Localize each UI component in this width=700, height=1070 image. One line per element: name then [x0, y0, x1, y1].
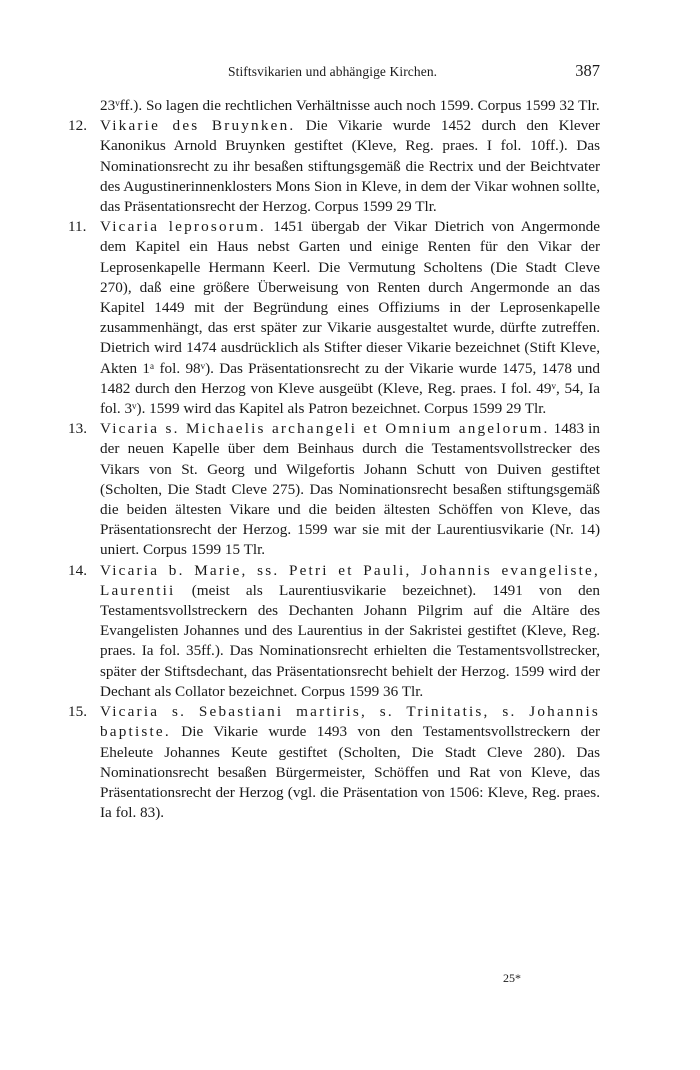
- entry-text: Die Vikarie wurde 1493 von den Testamentsvollstreckern der Eheleute Johannes Keute gestiftet (Scholten, Die Stadt Cleve 280). Das Nominationsrecht besaßen Bürgermeister, Schöffen und Rat von Kleve, das Präsentationsrecht der Herzog (vgl. die Präsentation von 1506: Kleve, Reg. praes. Ia fol. 83).: [100, 723, 601, 822]
- entry-title: Vicaria s. Sebastiani martiris, s. Trinitatis, s. Johannis baptiste.: [100, 703, 600, 741]
- entry-number: 15.: [68, 703, 87, 721]
- entry-11: [68, 217, 601, 419]
- entry-title: Vicaria leprosorum.: [100, 218, 266, 236]
- entry-13: [68, 419, 600, 560]
- entry-text: Die Vikarie wurde 1452 durch den Klever Kanonikus Arnold Bruynken gestiftet (Kleve, Reg. praes. I fol. 10ff.). Das Nominationsrecht zu ihr besaßen stiftungsgemäß die Rectrix und der Beichtvater des Augustinerinnenklosters Mons Sion in Kleve, in dem der Vikar wohnen sollte, das Präsentationsrecht der Herzog. Corpus 1599 29 Tlr.: [100, 117, 600, 216]
- signature-mark: 25*: [503, 971, 521, 985]
- entry-12: [68, 116, 600, 217]
- entry-text: 1451 übergab der Vikar Dietrich von Angermonde dem Kapitel ein Haus nebst Garten und einige Renten für den Vikar der Leprosenkapelle Hermann Keerl. Die Vermutung Scholtens (Die Stadt Cleve 270), daß eine größere Überweisung von Renten durch Angermonde an das Kapitel 1449 mit der Begründung eines Offiziums in der Leprosenkapelle zusammenhängt, das erst später zur Vikarie ausgestaltet wurde, dürfte zutreffen. Dietrich wird 1474 ausdrücklich als Stifter dieser Vikarie bezeichnet (Stift Kleve, Akten 1ᵃ fol. 98ᵛ). Das Präsentationsrecht zu der Vikarie wurde 1475, 1478 und 1482 durch den Herzog von Kleve ausgeübt (Kleve, Reg. praes. I fol. 49ᵛ, 54, Ia fol. 3ᵛ). 1599 wird das Kapitel als Patron bezeichnet. Corpus 1599 29 Tlr.: [100, 218, 601, 418]
- entry-title: Vikarie des Bruynken.: [100, 117, 296, 135]
- entry-number: 14.: [68, 561, 87, 579]
- entry-15: [68, 702, 601, 823]
- entry-14: [68, 561, 601, 702]
- continuation-paragraph: [100, 96, 600, 116]
- page-number: 387: [575, 61, 600, 80]
- running-title: Stiftsvikarien und abhängige Kirchen.: [228, 64, 438, 79]
- body-text: [68, 96, 601, 823]
- continuation-text: 23ᵛff.). So lagen die rechtlichen Verhältnisse auch noch 1599. Corpus 1599 32 Tlr.: [100, 97, 600, 114]
- entry-number: 11.: [68, 218, 87, 236]
- entry-number: 13.: [68, 420, 87, 438]
- entry-title: Vicaria b. Marie, ss. Petri et Pauli, Johannis evangeliste, Laurentii: [100, 561, 600, 599]
- running-head: [100, 61, 600, 84]
- entry-text: 1483 in der neuen Kapelle über dem Beinhaus durch die Testamentsvollstrecker des Vikars von St. Georg und Wilgefortis Johann Schutt von Duiven gestiftet (Scholten, Die Stadt Cleve 275). Das Nominationsrecht besaßen stiftungsgemäß die beiden ältesten Vikare und die beiden ältesten Schöffen von Kleve, das Präsentationsrecht der Herzog. 1599 war sie mit der Laurentiusvikarie (Nr. 14) uniert. Corpus 1599 15 Tlr.: [100, 420, 600, 559]
- entry-title: Vicaria s. Michaelis archangeli et Omnium angelorum.: [100, 420, 550, 438]
- entry-text: (meist als Laurentiusvikarie bezeichnet). 1491 von den Testamentsvollstreckern des Dechanten Johann Pilgrim auf die Altäre des Evangelisten Johannes und des Laurentius in der Sakristei gestiftet (Kleve, Reg. praes. Ia fol. 35ff.). Das Nominationsrecht erhielten die Testamentsvollstrecker, später der Stiftsdechant, das Präsentationsrecht behielt der Herzog. 1599 wird der Dechant als Collator bezeichnet. Corpus 1599 36 Tlr.: [100, 581, 601, 700]
- entry-number: 12.: [68, 117, 87, 135]
